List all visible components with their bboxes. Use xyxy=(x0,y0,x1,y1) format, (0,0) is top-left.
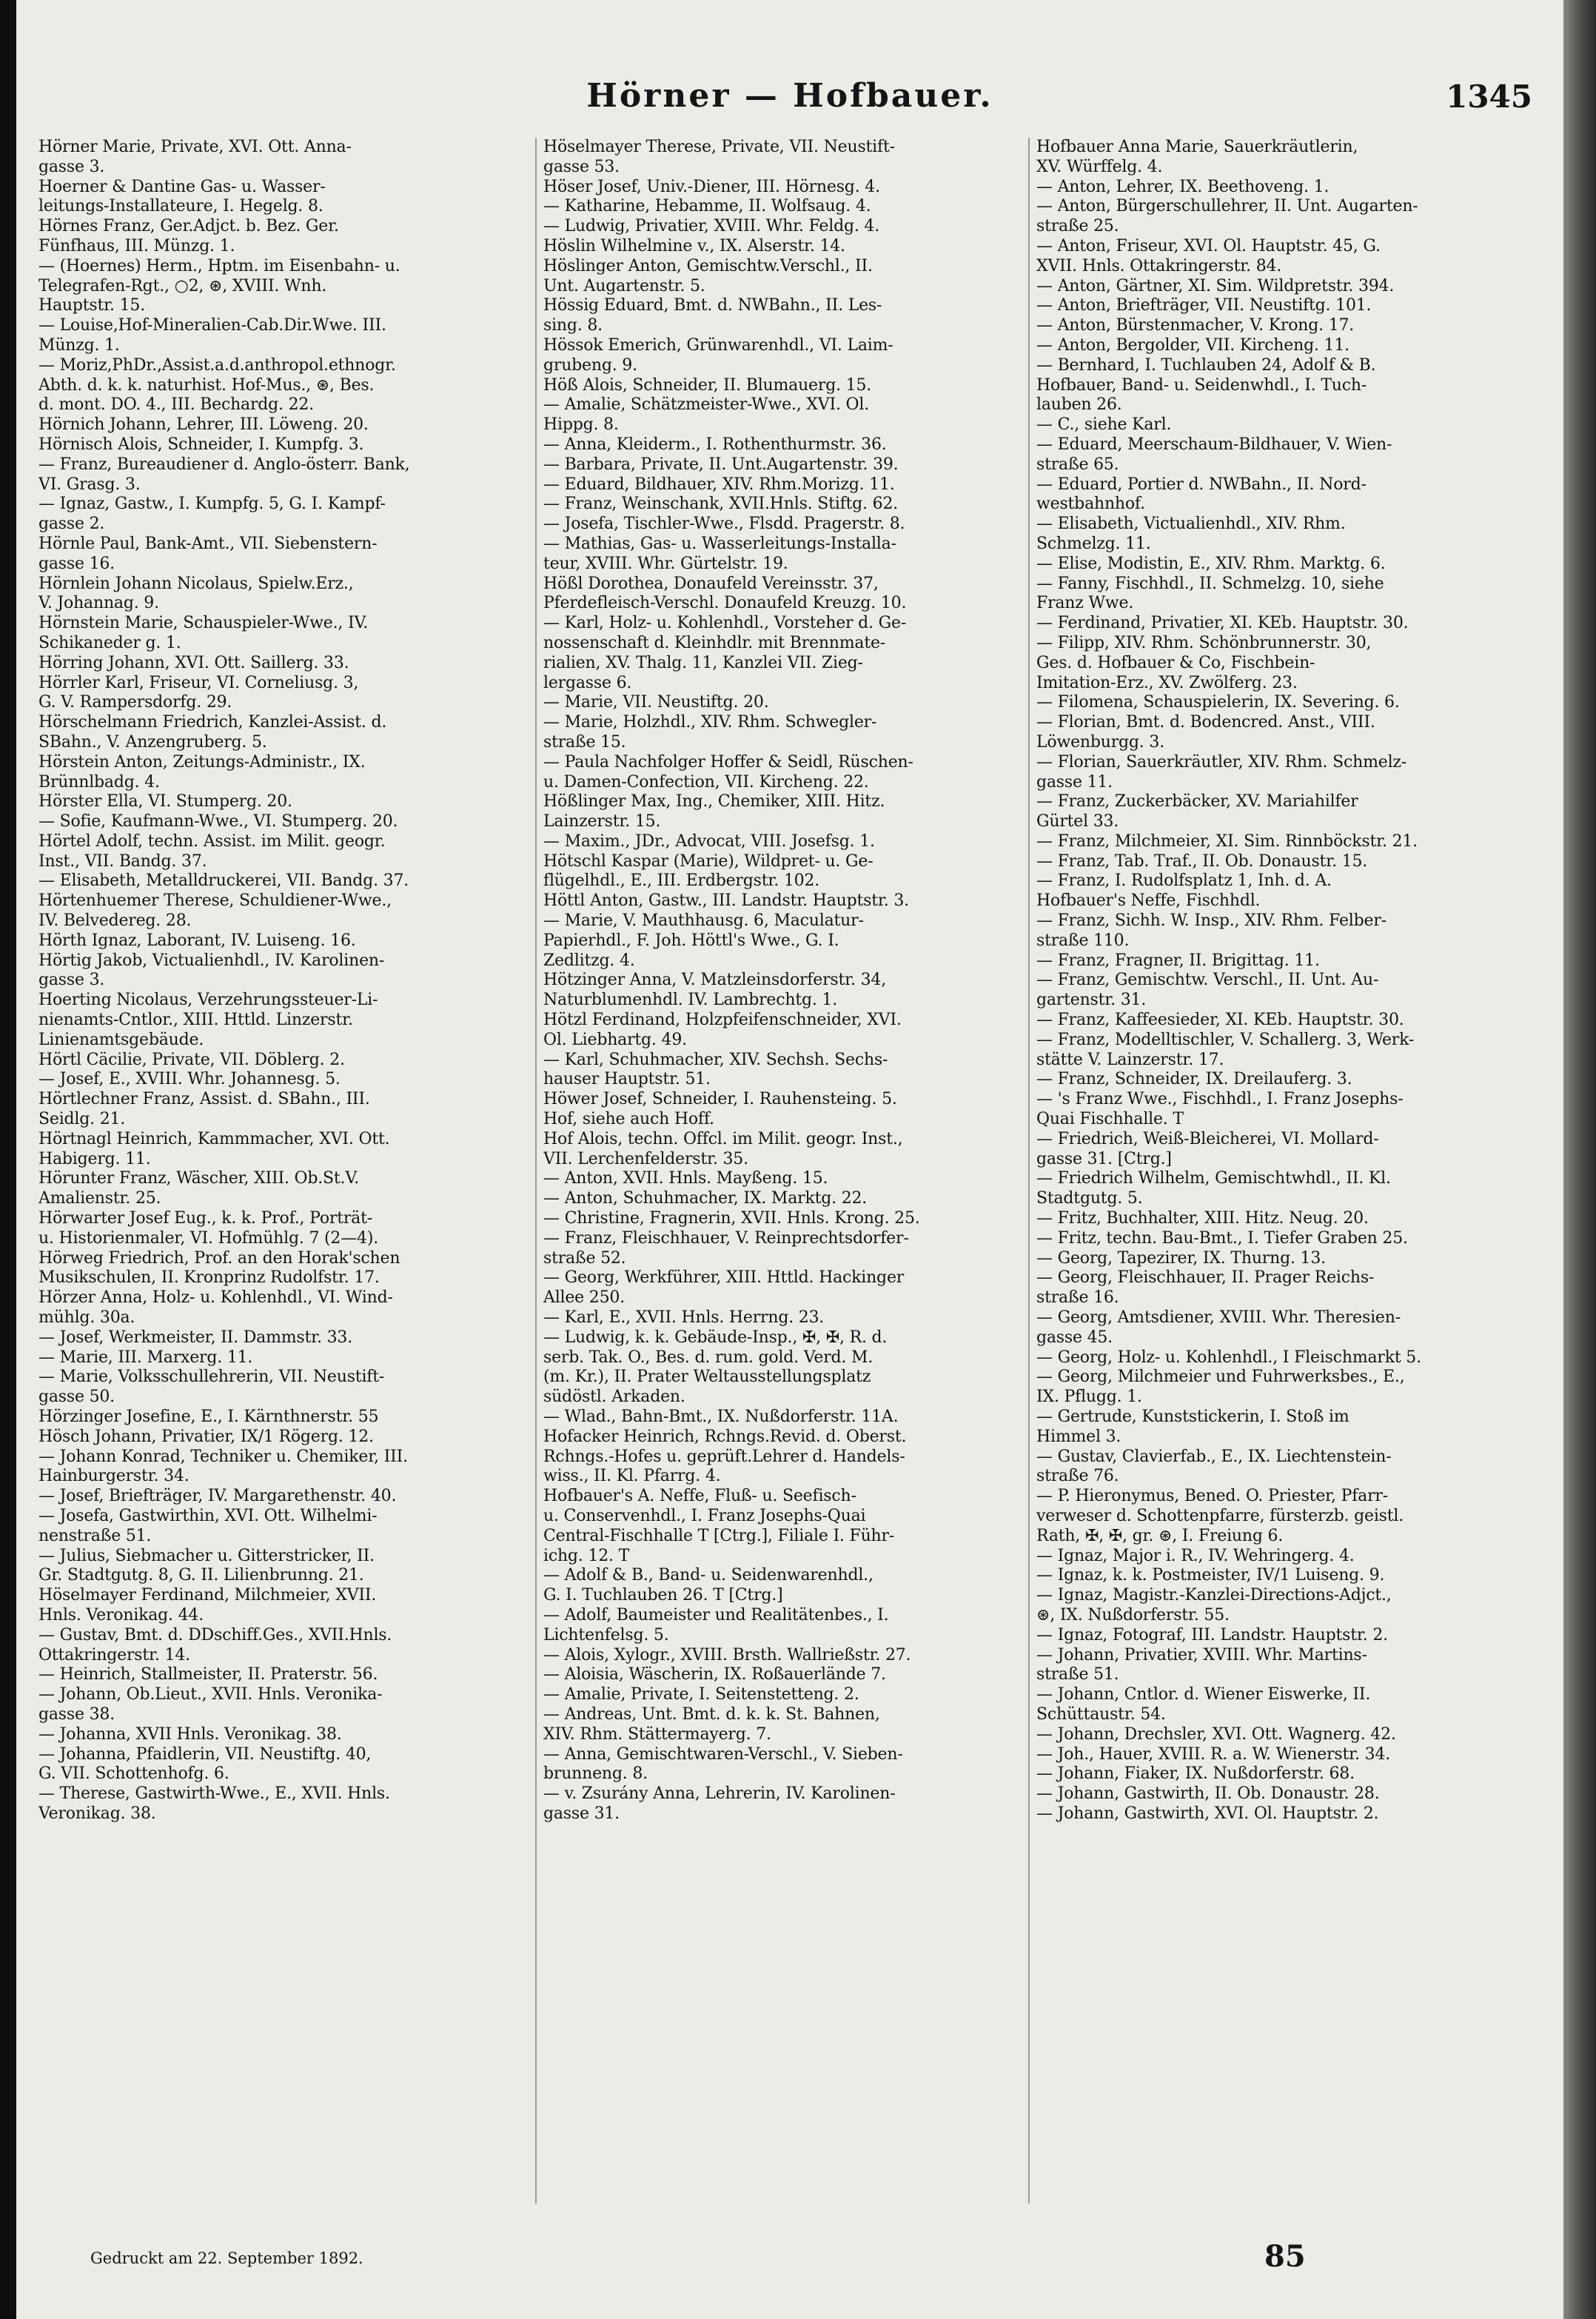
entry-line: Höslinger Anton, Gemischtw.Verschl., II. xyxy=(543,256,873,275)
entry-line: — Therese, Gastwirth-Wwe., E., XVII. Hnls. xyxy=(38,1784,390,1804)
entry-line: — Mathias, Gas- u. Wasserleitungs-Installa- xyxy=(543,534,896,553)
entry-line: Hötzl Ferdinand, Holzpfeifenschneider, XVI. xyxy=(543,1011,902,1030)
entry-line: — Johann, Drechsler, XVI. Ott. Wagnerg. 42. xyxy=(1036,1724,1396,1744)
entry-line: Höslin Wilhelmine v., IX. Alserstr. 14. xyxy=(543,236,845,255)
entry-line: — Andreas, Unt. Bmt. d. k. k. St. Bahnen, xyxy=(543,1704,880,1724)
entry-line: Hößlinger Max, Ing., Chemiker, XIII. Hitz. xyxy=(543,792,885,812)
entry-line: — Franz, Sichh. W. Insp., XIV. Rhm. Felber- xyxy=(1036,911,1387,931)
entry-line: Höser Josef, Univ.-Diener, III. Hörnesg. 4. xyxy=(543,177,880,196)
entry-line: Hörweg Friedrich, Prof. an den Horak'schen xyxy=(38,1248,400,1268)
entry-line: Hauptstr. 15. xyxy=(38,296,145,315)
entry-line: südöstl. Arkaden. xyxy=(543,1388,685,1407)
entry-line: — Josef, E., XVIII. Whr. Johannesg. 5. xyxy=(38,1070,341,1089)
entry-line: — Friedrich, Weiß-Bleicherei, VI. Mollard- xyxy=(1036,1129,1379,1148)
entry-line: Höttl Anton, Gastw., III. Landstr. Hauptstr. 3. xyxy=(543,891,909,911)
entry-line: — (Hoernes) Herm., Hptm. im Eisenbahn- u. xyxy=(38,256,400,275)
entry-line: Hörnisch Alois, Schneider, I. Kumpfg. 3. xyxy=(38,435,364,454)
running-title: Hörner — Hofbauer. xyxy=(586,77,993,115)
entry-line: Höwer Josef, Schneider, I. Rauhensteing. 5. xyxy=(543,1090,897,1109)
entry-line: — Alois, Xylogr., XVIII. Brsth. Wallrießstr. 27. xyxy=(543,1645,911,1664)
entry-line: Löwenburgg. 3. xyxy=(1036,732,1164,752)
entry-line: straße 65. xyxy=(1036,455,1119,474)
entry-line: — Moriz,PhDr.,Assist.a.d.anthropol.ethnogr. xyxy=(38,355,396,375)
entry-line: G. I. Tuchlauben 26. T [Ctrg.] xyxy=(543,1586,783,1605)
entry-line: Hnls. Veronikag. 44. xyxy=(38,1605,204,1624)
directory-page xyxy=(16,0,1563,2319)
entry-line: Veronikag. 38. xyxy=(38,1804,156,1823)
entry-line: hauser Hauptstr. 51. xyxy=(543,1070,711,1089)
entry-line: — Georg, Holz- u. Kohlenhdl., I Fleischmarkt 5. xyxy=(1036,1348,1421,1367)
entry-line: Hörzinger Josefine, E., I. Kärnthnerstr. 55 xyxy=(38,1408,379,1426)
entry-line: — Heinrich, Stallmeister, II. Praterstr. 56. xyxy=(38,1665,378,1684)
entry-line: lauben 26. xyxy=(1036,395,1122,415)
entry-line: — Georg, Amtsdiener, XVIII. Whr. Theresien- xyxy=(1036,1308,1401,1328)
entry-line: — Elisabeth, Victualienhdl., XIV. Rhm. xyxy=(1036,515,1346,534)
entry-line: lergasse 6. xyxy=(543,673,632,692)
page-edge xyxy=(1563,0,1596,2319)
entry-line: Central-Fischhalle T [Ctrg.], Filiale I. Führ- xyxy=(543,1526,895,1545)
entry-line: — Eduard, Bildhauer, XIV. Rhm.Morizg. 11. xyxy=(543,475,895,494)
entry-line: — Gertrude, Kunststickerin, I. Stoß im xyxy=(1036,1408,1349,1426)
entry-line: — Gustav, Clavierfab., E., IX. Liechtenstein- xyxy=(1036,1447,1392,1466)
entry-line: — Ludwig, Privatier, XVIII. Whr. Feldg. 4. xyxy=(543,217,880,236)
entry-line: — Anton, Bürstenmacher, V. Krong. 17. xyxy=(1036,316,1355,335)
entry-line: — Aloisia, Wäscherin, IX. Roßauerlände 7. xyxy=(543,1665,886,1684)
entry-line: VI. Grasg. 3. xyxy=(38,475,141,494)
entry-line: — Franz, Tab. Traf., II. Ob. Donaustr. 15. xyxy=(1036,851,1368,871)
entry-line: gasse 31. [Ctrg.] xyxy=(1036,1149,1172,1168)
entry-line: — Georg, Fleischhauer, II. Prager Reichs- xyxy=(1036,1268,1375,1288)
entry-line: gasse 3. xyxy=(38,971,105,990)
entry-line: — Johann, Privatier, XVIII. Whr. Martins- xyxy=(1036,1645,1367,1664)
entry-line: — P. Hieronymus, Bened. O. Priester, Pfarr- xyxy=(1036,1487,1388,1506)
entry-line: — Johann, Gastwirth, XVI. Ol. Hauptstr. 2. xyxy=(1036,1804,1379,1823)
entry-line: Hötzinger Anna, V. Matzleinsdorferstr. 34, xyxy=(543,971,886,990)
entry-line: u. Damen-Confection, VII. Kircheng. 22. xyxy=(543,772,869,792)
entry-line: Schikaneder g. 1. xyxy=(38,633,181,652)
entry-line: Brünnlbadg. 4. xyxy=(38,772,160,792)
entry-line: Rath, ✠, ✠, gr. ⊛, I. Freiung 6. xyxy=(1036,1526,1284,1545)
entries-column-2 xyxy=(543,138,1038,2211)
entry-line: Gürtel 33. xyxy=(1036,812,1119,831)
entry-line: Hörster Ella, VI. Stumperg. 20. xyxy=(38,792,292,812)
entry-line: Hofbauer's A. Neffe, Fluß- u. Seefisch- xyxy=(543,1487,856,1506)
entry-line: Hoerting Nicolaus, Verzehrungssteuer-Li- xyxy=(38,991,378,1010)
entry-line: Hörstein Anton, Zeitungs-Administr., IX. xyxy=(38,752,366,772)
entry-line: d. mont. DO. 4., III. Bechardg. 22. xyxy=(38,395,315,415)
entry-line: Hörrler Karl, Friseur, VI. Corneliusg. 3, xyxy=(38,673,359,692)
entry-line: — Elisabeth, Metalldruckerei, VII. Bandg. 37. xyxy=(38,871,409,891)
entry-line: — Johann, Fiaker, IX. Nußdorferstr. 68. xyxy=(1036,1764,1355,1784)
entry-line: (m. Kr.), II. Prater Weltausstellungsplatz xyxy=(543,1368,871,1387)
entry-line: — Georg, Tapezirer, IX. Thurng. 13. xyxy=(1036,1248,1326,1268)
entry-line: — Joh., Hauer, XVIII. R. a. W. Wienerstr. 34. xyxy=(1036,1744,1390,1764)
scan-border xyxy=(0,0,16,2319)
entry-line: — Anna, Kleiderm., I. Rothenthurmstr. 36. xyxy=(543,435,887,454)
entry-line: Pferdefleisch-Verschl. Donaufeld Kreuzg. 10. xyxy=(543,594,907,613)
entry-line: — Eduard, Meerschaum-Bildhauer, V. Wien- xyxy=(1036,435,1392,454)
entry-line: Ol. Liebhartg. 49. xyxy=(543,1030,687,1049)
entry-line: Schmelzg. 11. xyxy=(1036,534,1151,553)
entry-line: — Franz, Modelltischler, V. Schallerg. 3, Werk- xyxy=(1036,1030,1415,1049)
entry-line: Hössig Eduard, Bmt. d. NWBahn., II. Les- xyxy=(543,296,882,315)
entry-line: — Franz, Bureaudiener d. Anglo-österr. Bank, xyxy=(38,455,410,474)
entry-line: — Bernhard, I. Tuchlauben 24, Adolf & B. xyxy=(1036,355,1376,375)
entry-line: Fünfhaus, III. Münzg. 1. xyxy=(38,236,235,255)
entry-line: stätte V. Lainzerstr. 17. xyxy=(1036,1050,1224,1069)
entry-line: Hofacker Heinrich, Rchngs.Revid. d. Oberst. xyxy=(543,1427,907,1446)
entry-line: Himmel 3. xyxy=(1036,1427,1121,1446)
entry-line: Hörtl Cäcilie, Private, VII. Döblerg. 2. xyxy=(38,1050,345,1069)
entry-line: brunneng. 8. xyxy=(543,1764,648,1784)
entry-line: Hößl Dorothea, Donaufeld Vereinsstr. 37, xyxy=(543,574,879,593)
entry-line: Hörner Marie, Private, XVI. Ott. Anna- xyxy=(38,138,352,156)
entry-line: Hofbauer, Band- u. Seidenwhdl., I. Tuch- xyxy=(1036,375,1367,395)
entry-line: — Christine, Fragnerin, XVII. Hnls. Krong. 25. xyxy=(543,1209,920,1228)
entry-line: gasse 16. xyxy=(38,554,115,573)
entry-line: Hofbauer's Neffe, Fischhdl. xyxy=(1036,891,1261,911)
entry-line: — Johanna, Pfaidlerin, VII. Neustiftg. 40, xyxy=(38,1744,372,1764)
entry-line: Rchngs.-Hofes u. geprüft.Lehrer d. Handels- xyxy=(543,1447,905,1466)
entry-line: — Marie, V. Mauthhausg. 6, Maculatur- xyxy=(543,911,864,931)
entry-line: — Marie, Holzhdl., XIV. Rhm. Schwegler- xyxy=(543,713,877,732)
entry-line: — Filomena, Schauspielerin, IX. Severing. 6. xyxy=(1036,693,1400,712)
page-header xyxy=(16,77,1563,130)
entry-line: XIV. Rhm. Stättermayerg. 7. xyxy=(543,1724,771,1744)
entry-line: straße 51. xyxy=(1036,1665,1119,1684)
entry-line: G. V. Rampersdorfg. 29. xyxy=(38,693,232,712)
entry-line: — Wlad., Bahn-Bmt., IX. Nußdorferstr. 11A. xyxy=(543,1408,899,1426)
entry-line: — Johann, Ob.Lieut., XVII. Hnls. Veronika- xyxy=(38,1685,383,1704)
entry-line: — Josefa, Gastwirthin, XVI. Ott. Wilhelmi- xyxy=(38,1506,378,1525)
entry-line: gasse 31. xyxy=(543,1804,620,1823)
entry-line: — Johann, Gastwirth, II. Ob. Donaustr. 28. xyxy=(1036,1784,1380,1804)
entry-line: Stadtgutg. 5. xyxy=(1036,1189,1143,1208)
entry-line: — Julius, Siebmacher u. Gitterstricker, II. xyxy=(38,1546,375,1565)
entry-line: — C., siehe Karl. xyxy=(1036,415,1172,435)
entry-line: Hörtig Jakob, Victualienhdl., IV. Karolinen- xyxy=(38,951,385,970)
entry-line: gartenstr. 31. xyxy=(1036,991,1147,1010)
entry-line: Unt. Augartenstr. 5. xyxy=(543,276,705,295)
entry-line: Abth. d. k. k. naturhist. Hof-Mus., ⊛, Bes. xyxy=(38,375,375,395)
entry-line: — Ludwig, k. k. Gebäude-Insp., ✠, ✠, R. d. xyxy=(543,1328,888,1347)
entry-line: — Franz, Kaffeesieder, XI. KEb. Hauptstr. 30. xyxy=(1036,1011,1404,1030)
entry-line: Hötschl Kaspar (Marie), Wildpret- u. Ge- xyxy=(543,851,874,871)
entry-line: — Sofie, Kaufmann-Wwe., VI. Stumperg. 20. xyxy=(38,812,398,831)
entry-line: — Adolf, Baumeister und Realitätenbes., I. xyxy=(543,1605,889,1624)
entry-line: u. Historienmaler, VI. Hofmühlg. 7 (2—4). xyxy=(38,1228,378,1248)
print-date: Gedruckt am 22. September 1892. xyxy=(90,2249,363,2267)
entries-column-1 xyxy=(38,138,533,2211)
entry-line: — Franz, Fragner, II. Brigittag. 11. xyxy=(1036,951,1320,970)
signature-mark: 85 xyxy=(1264,2239,1306,2274)
entry-line: XVII. Hnls. Ottakringerstr. 84. xyxy=(1036,256,1282,275)
entry-line: — Ferdinand, Privatier, XI. KEb. Hauptstr. 30. xyxy=(1036,614,1409,633)
entry-line: — Anton, Lehrer, IX. Beethoveng. 1. xyxy=(1036,177,1330,196)
entry-line: — Marie, III. Marxerg. 11. xyxy=(38,1348,253,1367)
entry-line: — Anton, Schuhmacher, IX. Marktg. 22. xyxy=(543,1189,868,1208)
entry-line: Lichtenfelsg. 5. xyxy=(543,1625,669,1644)
entry-line: gasse 53. xyxy=(543,157,620,176)
entry-line: — Franz, Gemischtw. Verschl., II. Unt. Au- xyxy=(1036,971,1379,990)
entry-line: Imitation-Erz., XV. Zwölferg. 23. xyxy=(1036,673,1298,692)
entry-line: — Elise, Modistin, E., XIV. Rhm. Marktg. 6. xyxy=(1036,554,1386,573)
entry-line: — Ignaz, k. k. Postmeister, IV/1 Luiseng. 9. xyxy=(1036,1566,1385,1585)
entry-line: — Josef, Werkmeister, II. Dammstr. 33. xyxy=(38,1328,352,1347)
entry-line: — Anna, Gemischtwaren-Verschl., V. Sieben- xyxy=(543,1744,903,1764)
column-divider xyxy=(535,138,537,2203)
entry-line: — Georg, Werkführer, XIII. Httld. Hackinger xyxy=(543,1268,905,1288)
entry-line: — Ignaz, Gastw., I. Kumpfg. 5, G. I. Kampf- xyxy=(38,495,386,514)
entry-line: straße 110. xyxy=(1036,931,1130,950)
entry-line: Höselmayer Therese, Private, VII. Neustift- xyxy=(543,138,895,156)
entry-line: Hörth Ignaz, Laborant, IV. Luiseng. 16. xyxy=(38,931,356,950)
entry-line: — Karl, Schuhmacher, XIV. Sechsh. Sechs- xyxy=(543,1050,888,1069)
entry-line: — Johann Konrad, Techniker u. Chemiker, III. xyxy=(38,1447,408,1466)
entry-line: Allee 250. xyxy=(543,1288,625,1308)
entry-line: Seidlg. 21. xyxy=(38,1110,126,1129)
entry-line: Hörtnagl Heinrich, Kammmacher, XVI. Ott. xyxy=(38,1129,390,1148)
entry-line: Hörnes Franz, Ger.Adjct. b. Bez. Ger. xyxy=(38,217,339,236)
entry-line: u. Conservenhdl., I. Franz Josephs-Quai xyxy=(543,1506,866,1525)
entry-line: — Barbara, Private, II. Unt.Augartenstr. 39. xyxy=(543,455,899,474)
entry-line: nossenschaft d. Kleinhdlr. mit Brennmate- xyxy=(543,633,886,652)
entry-line: G. VII. Schottenhofg. 6. xyxy=(38,1764,229,1784)
entry-line: straße 16. xyxy=(1036,1288,1119,1308)
entry-line: — Adolf & B., Band- u. Seidenwarenhdl., xyxy=(543,1566,874,1585)
entry-line: gasse 2. xyxy=(38,515,105,534)
entry-line: VII. Lerchenfelderstr. 35. xyxy=(543,1149,748,1168)
entry-line: ichg. 12. T xyxy=(543,1546,630,1565)
entry-line: — Ignaz, Major i. R., IV. Wehringerg. 4. xyxy=(1036,1546,1355,1565)
entry-line: ⊛, IX. Nußdorferstr. 55. xyxy=(1036,1605,1230,1624)
entry-line: Hörnlein Johann Nicolaus, Spielw.Erz., xyxy=(38,574,354,593)
entry-line: — Fritz, techn. Bau-Bmt., I. Tiefer Graben 25. xyxy=(1036,1228,1408,1248)
entry-line: — Johann, Cntlor. d. Wiener Eiswerke, II. xyxy=(1036,1685,1371,1704)
entry-line: serb. Tak. O., Bes. d. rum. gold. Verd. M. xyxy=(543,1348,874,1367)
entry-line: — Ignaz, Magistr.-Kanzlei-Directions-Adjct., xyxy=(1036,1586,1392,1605)
entry-line: Hof Alois, techn. Offcl. im Milit. geogr. Inst., xyxy=(543,1129,903,1148)
entry-line: Ottakringerstr. 14. xyxy=(38,1645,190,1664)
entry-line: gasse 3. xyxy=(38,157,105,176)
entry-line: Hörring Johann, XVI. Ott. Saillerg. 33. xyxy=(38,653,349,672)
entry-line: Hippg. 8. xyxy=(543,415,619,435)
entry-line: Hörnstein Marie, Schauspieler-Wwe., IV. xyxy=(38,614,369,633)
entry-line: — Louise,Hof-Mineralien-Cab.Dir.Wwe. III. xyxy=(38,316,386,335)
entry-line: Amalienstr. 25. xyxy=(38,1189,161,1208)
entry-line: Hörtenhuemer Therese, Schuldiener-Wwe., xyxy=(38,891,392,911)
entry-line: Naturblumenhdl. IV. Lambrechtg. 1. xyxy=(543,991,838,1010)
entry-line: — Anton, XVII. Hnls. Mayßeng. 15. xyxy=(543,1169,828,1188)
entry-line: rialien, XV. Thalg. 11, Kanzlei VII. Zieg- xyxy=(543,653,863,672)
entry-line: — Katharine, Hebamme, II. Wolfsaug. 4. xyxy=(543,197,871,216)
entry-line: straße 25. xyxy=(1036,217,1119,236)
entry-line: Hörzer Anna, Holz- u. Kohlenhdl., VI. Wind- xyxy=(38,1288,393,1308)
entry-line: V. Johannag. 9. xyxy=(38,594,159,613)
entry-line: gasse 45. xyxy=(1036,1328,1113,1347)
page-number: 1345 xyxy=(1446,78,1532,115)
entry-line: Schüttaustr. 54. xyxy=(1036,1704,1166,1724)
entry-line: Lainzerstr. 15. xyxy=(543,812,661,831)
entry-line: Hof, siehe auch Hoff. xyxy=(543,1110,714,1129)
entry-line: — Josef, Briefträger, IV. Margarethenstr. 40. xyxy=(38,1487,397,1506)
entry-line: Hoerner & Dantine Gas- u. Wasser- xyxy=(38,177,326,196)
entry-line: flügelhdl., E., III. Erdbergstr. 102. xyxy=(543,871,820,891)
entry-line: Höß Alois, Schneider, II. Blumauerg. 15. xyxy=(543,375,872,395)
entry-line: straße 15. xyxy=(543,732,626,752)
entry-line: Gr. Stadtgutg. 8, G. II. Lilienbrunng. 21. xyxy=(38,1566,364,1585)
entry-line: — Fanny, Fischhdl., II. Schmelzg. 10, siehe xyxy=(1036,574,1384,593)
entry-line: — Amalie, Private, I. Seitenstetteng. 2. xyxy=(543,1685,859,1704)
entry-line: — Franz, Milchmeier, XI. Sim. Rinnböckstr. 21. xyxy=(1036,831,1418,851)
entry-line: nenstraße 51. xyxy=(38,1526,152,1545)
entry-line: Hörunter Franz, Wäscher, XIII. Ob.St.V. xyxy=(38,1169,359,1188)
entry-line: Hörschelmann Friedrich, Kanzlei-Assist. d. xyxy=(38,713,387,732)
entry-line: Linienamtsgebäude. xyxy=(38,1030,204,1049)
entry-line: — Maxim., JDr., Advocat, VIII. Josefsg. 1. xyxy=(543,831,875,851)
entry-line: — Karl, E., XVII. Hnls. Herrng. 23. xyxy=(543,1308,825,1328)
entry-line: — Franz, Schneider, IX. Dreilauferg. 3. xyxy=(1036,1070,1352,1089)
entry-line: mühlg. 30a. xyxy=(38,1308,135,1328)
entry-line: grubeng. 9. xyxy=(543,355,637,375)
entry-line: — Fritz, Buchhalter, XIII. Hitz. Neug. 20. xyxy=(1036,1209,1369,1228)
entry-line: Franz Wwe. xyxy=(1036,594,1134,613)
entry-line: leitungs-Installateure, I. Hegelg. 8. xyxy=(38,197,323,216)
entry-line: Ges. d. Hofbauer & Co, Fischbein- xyxy=(1036,653,1315,672)
entry-line: westbahnhof. xyxy=(1036,495,1145,514)
entry-line: Habigerg. 11. xyxy=(38,1149,151,1168)
entry-line: — Johanna, XVII Hnls. Veronikag. 38. xyxy=(38,1724,342,1744)
entry-line: Inst., VII. Bandg. 37. xyxy=(38,851,207,871)
entry-line: — Franz, Zuckerbäcker, XV. Mariahilfer xyxy=(1036,792,1358,812)
entry-line: — Franz, I. Rudolfsplatz 1, Inh. d. A. xyxy=(1036,871,1332,891)
entry-line: Höselmayer Ferdinand, Milchmeier, XVII. xyxy=(38,1586,377,1605)
entry-line: Telegrafen-Rgt., ○2, ⊛, XVIII. Wnh. xyxy=(38,276,327,295)
entry-line: — Josefa, Tischler-Wwe., Flsdd. Pragerstr. 8. xyxy=(543,515,905,534)
entry-line: Hörnle Paul, Bank-Amt., VII. Siebenstern- xyxy=(38,534,378,553)
entry-line: Zedlitzg. 4. xyxy=(543,951,635,970)
entry-line: sing. 8. xyxy=(543,316,603,335)
entry-line: — Florian, Bmt. d. Bodencred. Anst., VIII. xyxy=(1036,713,1375,732)
entry-line: — Paula Nachfolger Hoffer & Seidl, Rüschen- xyxy=(543,752,913,772)
entry-line: — Filipp, XIV. Rhm. Schönbrunnerstr. 30, xyxy=(1036,633,1372,652)
entry-line: — Georg, Milchmeier und Fuhrwerksbes., E., xyxy=(1036,1368,1405,1387)
entry-line: — Marie, Volksschullehrerin, VII. Neustift- xyxy=(38,1368,385,1387)
entry-line: Hörwarter Josef Eug., k. k. Prof., Porträt- xyxy=(38,1209,372,1228)
entry-line: — Franz, Fleischhauer, V. Reinprechtsdorfer- xyxy=(543,1228,909,1248)
entry-line: gasse 50. xyxy=(38,1388,115,1407)
entry-line: Hössok Emerich, Grünwarenhdl., VI. Laim- xyxy=(543,335,893,355)
entry-line: — Anton, Briefträger, VII. Neustiftg. 101. xyxy=(1036,296,1372,315)
entry-line: — Anton, Friseur, XVI. Ol. Hauptstr. 45, G. xyxy=(1036,236,1381,255)
entry-line: — Marie, VII. Neustiftg. 20. xyxy=(543,693,769,712)
entry-line: Quai Fischhalle. T xyxy=(1036,1110,1184,1129)
entry-line: — Ignaz, Fotograf, III. Landstr. Hauptstr. 2. xyxy=(1036,1625,1388,1644)
entry-line: — Karl, Holz- u. Kohlenhdl., Vorsteher d. Ge- xyxy=(543,614,907,633)
entry-line: — v. Zsurány Anna, Lehrerin, IV. Karolinen- xyxy=(543,1784,896,1804)
entry-line: — Amalie, Schätzmeister-Wwe., XVI. Ol. xyxy=(543,395,869,415)
entry-line: straße 52. xyxy=(543,1248,626,1268)
entry-line: teur, XVIII. Whr. Gürtelstr. 19. xyxy=(543,554,788,573)
entry-line: — Anton, Bergolder, VII. Kircheng. 11. xyxy=(1036,335,1349,355)
entry-line: — Eduard, Portier d. NWBahn., II. Nord- xyxy=(1036,475,1367,494)
entry-line: verweser d. Schottenpfarre, fürsterzb. geistl. xyxy=(1036,1506,1404,1525)
entry-line: wiss., II. Kl. Pfarrg. 4. xyxy=(543,1467,721,1486)
entry-line: Hörtel Adolf, techn. Assist. im Milit. geogr. xyxy=(38,831,386,851)
entry-line: Münzg. 1. xyxy=(38,335,120,355)
entry-line: straße 76. xyxy=(1036,1467,1119,1486)
entry-line: SBahn., V. Anzengruberg. 5. xyxy=(38,732,267,752)
entry-line: Papierhdl., F. Joh. Höttl's Wwe., G. I. xyxy=(543,931,839,950)
entry-line: nienamts-Cntlor., XIII. Httld. Linzerstr. xyxy=(38,1011,353,1030)
entry-line: — Friedrich Wilhelm, Gemischtwhdl., II. Kl. xyxy=(1036,1169,1391,1188)
entry-line: — Florian, Sauerkräutler, XIV. Rhm. Schmelz- xyxy=(1036,752,1407,772)
entries-column-3 xyxy=(1036,138,1531,2211)
entry-line: gasse 38. xyxy=(38,1704,115,1724)
entry-line: — Franz, Weinschank, XVII.Hnls. Stiftg. 62. xyxy=(543,495,899,514)
entry-line: — 's Franz Wwe., Fischhdl., I. Franz Josephs- xyxy=(1036,1090,1404,1109)
entry-line: gasse 11. xyxy=(1036,772,1113,792)
entry-line: Hösch Johann, Privatier, IX/1 Rögerg. 12. xyxy=(38,1427,374,1446)
entry-line: IV. Belvedereg. 28. xyxy=(38,911,192,931)
entry-line: — Gustav, Bmt. d. DDschiff.Ges., XVII.Hnls. xyxy=(38,1625,392,1644)
entry-line: Hainburgerstr. 34. xyxy=(38,1467,190,1486)
entry-line: — Anton, Bürgerschullehrer, II. Unt. Augarten- xyxy=(1036,197,1418,216)
entry-line: IX. Pflugg. 1. xyxy=(1036,1388,1142,1407)
entry-line: — Anton, Gärtner, XI. Sim. Wildpretstr. 394. xyxy=(1036,276,1395,295)
entry-line: Hörnich Johann, Lehrer, III. Löweng. 20. xyxy=(38,415,369,435)
entry-line: Hofbauer Anna Marie, Sauerkräutlerin, xyxy=(1036,138,1358,156)
entry-line: XV. Würffelg. 4. xyxy=(1036,157,1163,176)
entry-line: Hörtlechner Franz, Assist. d. SBahn., III. xyxy=(38,1090,370,1109)
entry-line: Musikschulen, II. Kronprinz Rudolfstr. 17. xyxy=(38,1268,380,1288)
